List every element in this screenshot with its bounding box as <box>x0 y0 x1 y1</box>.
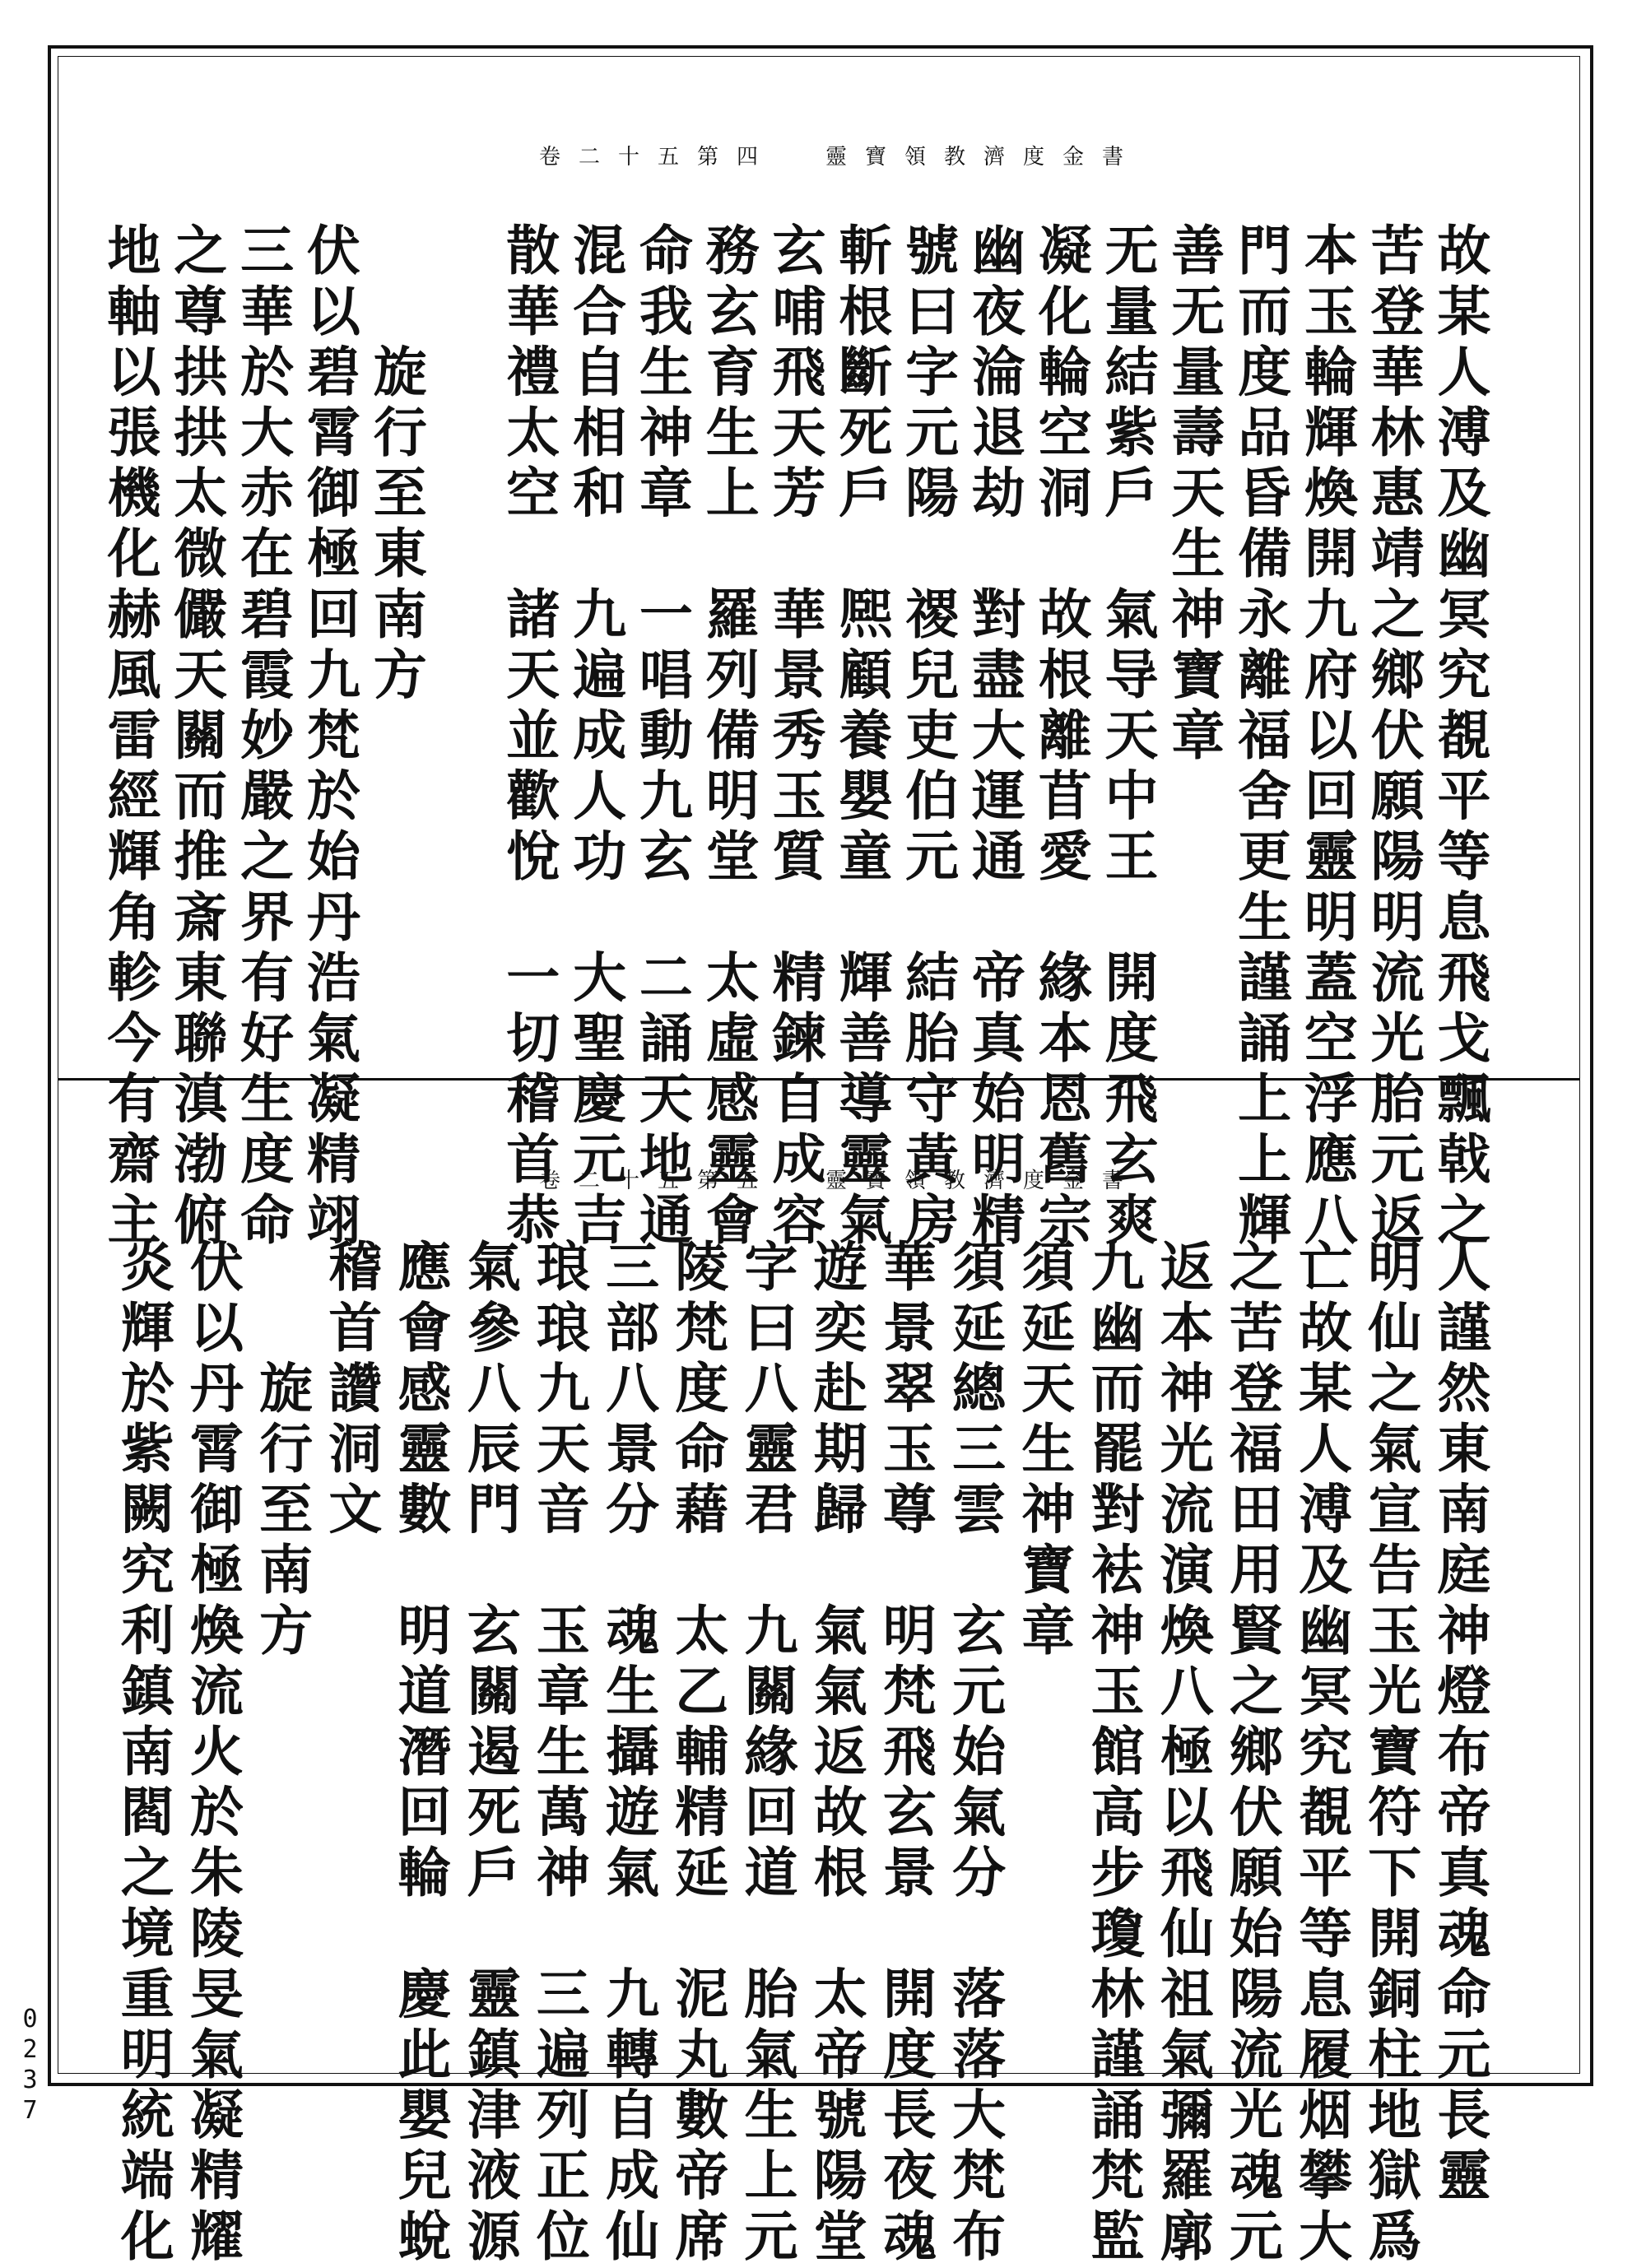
text-column: 號曰字元陽 禝兒吏伯元 結胎守黃房 <box>895 222 959 1253</box>
text-column: 亡故某人溥及幽冥究覩平等息履烟攀大 <box>1289 1239 1352 2268</box>
running-header-lower <box>539 1162 1142 1195</box>
text-column: 地軸以張機化赫風雷經輝角軫今有齋主 <box>98 222 160 1253</box>
text-column: 返本神光流演煥八極以飛仙祖氣彌羅廓 <box>1151 1239 1214 2268</box>
header-volume: 卷二十五第四 <box>539 144 777 170</box>
text-column: 陵梵度命藉 太乙輔精延 泥丸數帝席 <box>665 1239 728 2268</box>
text-column: 字曰八靈君 九關緣回道 胎氣生上元 <box>735 1239 797 2268</box>
text-column: 故某人溥及幽冥究覩平等息飛戈飄戟之 <box>1428 222 1490 1253</box>
text-column: 之苦登福田用賢之鄉伏願始陽流光魂元 <box>1220 1239 1283 2268</box>
text-column: 門而度品昏備永離福舍更生謹誦上上輝 <box>1228 222 1291 1253</box>
text-column: 須延天生神寶章 <box>1011 1239 1075 1663</box>
text-column: 稽首讚洞文 <box>319 1239 382 1541</box>
text-column: 之尊拱拱太微儼天關而推斎東聯滇渤俯 <box>164 222 227 1253</box>
text-column: 无量結紫戶 氣导天中王 開度飛玄爽 <box>1095 222 1158 1253</box>
text-column: 遊奕赴期歸 氣氣返故根 太帝號陽堂 <box>804 1239 867 2268</box>
text-column: 三部八景分 魂生攝遊氣 九轉自成仙 <box>596 1239 659 2268</box>
text-column: 華景翠玉尊 明梵飛玄景 開度長夜魂 <box>873 1239 937 2268</box>
text-column: 伏以丹霄御極煥流火於朱陵旻氣凝精耀 <box>180 1239 244 2268</box>
text-column: 命我生神章 一唱動九玄 二誦天地通 <box>630 222 693 1253</box>
text-column: 散華禮太空 諸天並歡悅 一切稽首恭 <box>496 222 560 1253</box>
text-column: 苦登華林惠靖之鄉伏願陽明流光胎元返 <box>1361 222 1425 1253</box>
text-column: 旋行至東南方 <box>364 222 427 707</box>
text-column: 三華於大赤在碧霞妙嚴之界有好生度命 <box>230 222 294 1253</box>
text-column: 炎輝於紫闕究利鎮南閻之境重明統端化 <box>111 1239 174 2268</box>
text-column: 本玉輪輝煥開九府以回靈明蓋空浮應八 <box>1295 222 1358 1253</box>
page-number: 0237 <box>16 2005 44 2126</box>
text-column: 伏以碧霄御極回九梵於始丹浩氣凝精翊 <box>297 222 360 1253</box>
text-column: 明仙之氣宣告玉光寶符下開銅柱地獄爲 <box>1358 1239 1421 2268</box>
text-column: 九幽而罷對袪神玉館高步瓊林謹誦梵監 <box>1081 1239 1144 2268</box>
text-column: 混合自相和 九遍成人功 大聖慶元吉 <box>563 222 626 1253</box>
text-column: 應會感靈數 明道潛回輪 慶此嬰兒蛻 <box>388 1239 451 2268</box>
header-title: 靈寶領教濟度金書 <box>825 1168 1142 1193</box>
text-column: 斬根斷死戶 熈顧養嬰童 輝善導靈氣 <box>829 222 892 1253</box>
text-column: 須延總三雲 玄元始氣分 落落大梵布 <box>942 1239 1006 2268</box>
text-column: 玄哺飛天芳 華景秀玉質 精鍊自成容 <box>763 222 825 1253</box>
header-volume: 卷二十五第五 <box>539 1168 777 1193</box>
header-title: 靈寶領教濟度金書 <box>825 144 1142 170</box>
text-column: 務玄育生上 羅列備明堂 太虛感靈會 <box>696 222 760 1253</box>
text-column: 氣參八辰門 玄關遏死戶 靈鎮津液源 <box>458 1239 521 2268</box>
text-column: 旋行至南方 <box>249 1239 313 1663</box>
text-column: 善无量壽天生神寶章 <box>1161 222 1225 768</box>
text-column: 凝化輪空洞 故根離苜愛 緣本恩舊宗 <box>1029 222 1092 1253</box>
running-header-upper <box>539 138 1142 171</box>
text-column: 幽夜淪退劫 對盡大運通 帝真始明精 <box>962 222 1025 1253</box>
text-column: 人謹然東南庭神燈布帝真魂命元長靈 <box>1428 1239 1490 2208</box>
text-column: 琅琅九天音 玉章生萬神 三遍列正位 <box>527 1239 590 2268</box>
